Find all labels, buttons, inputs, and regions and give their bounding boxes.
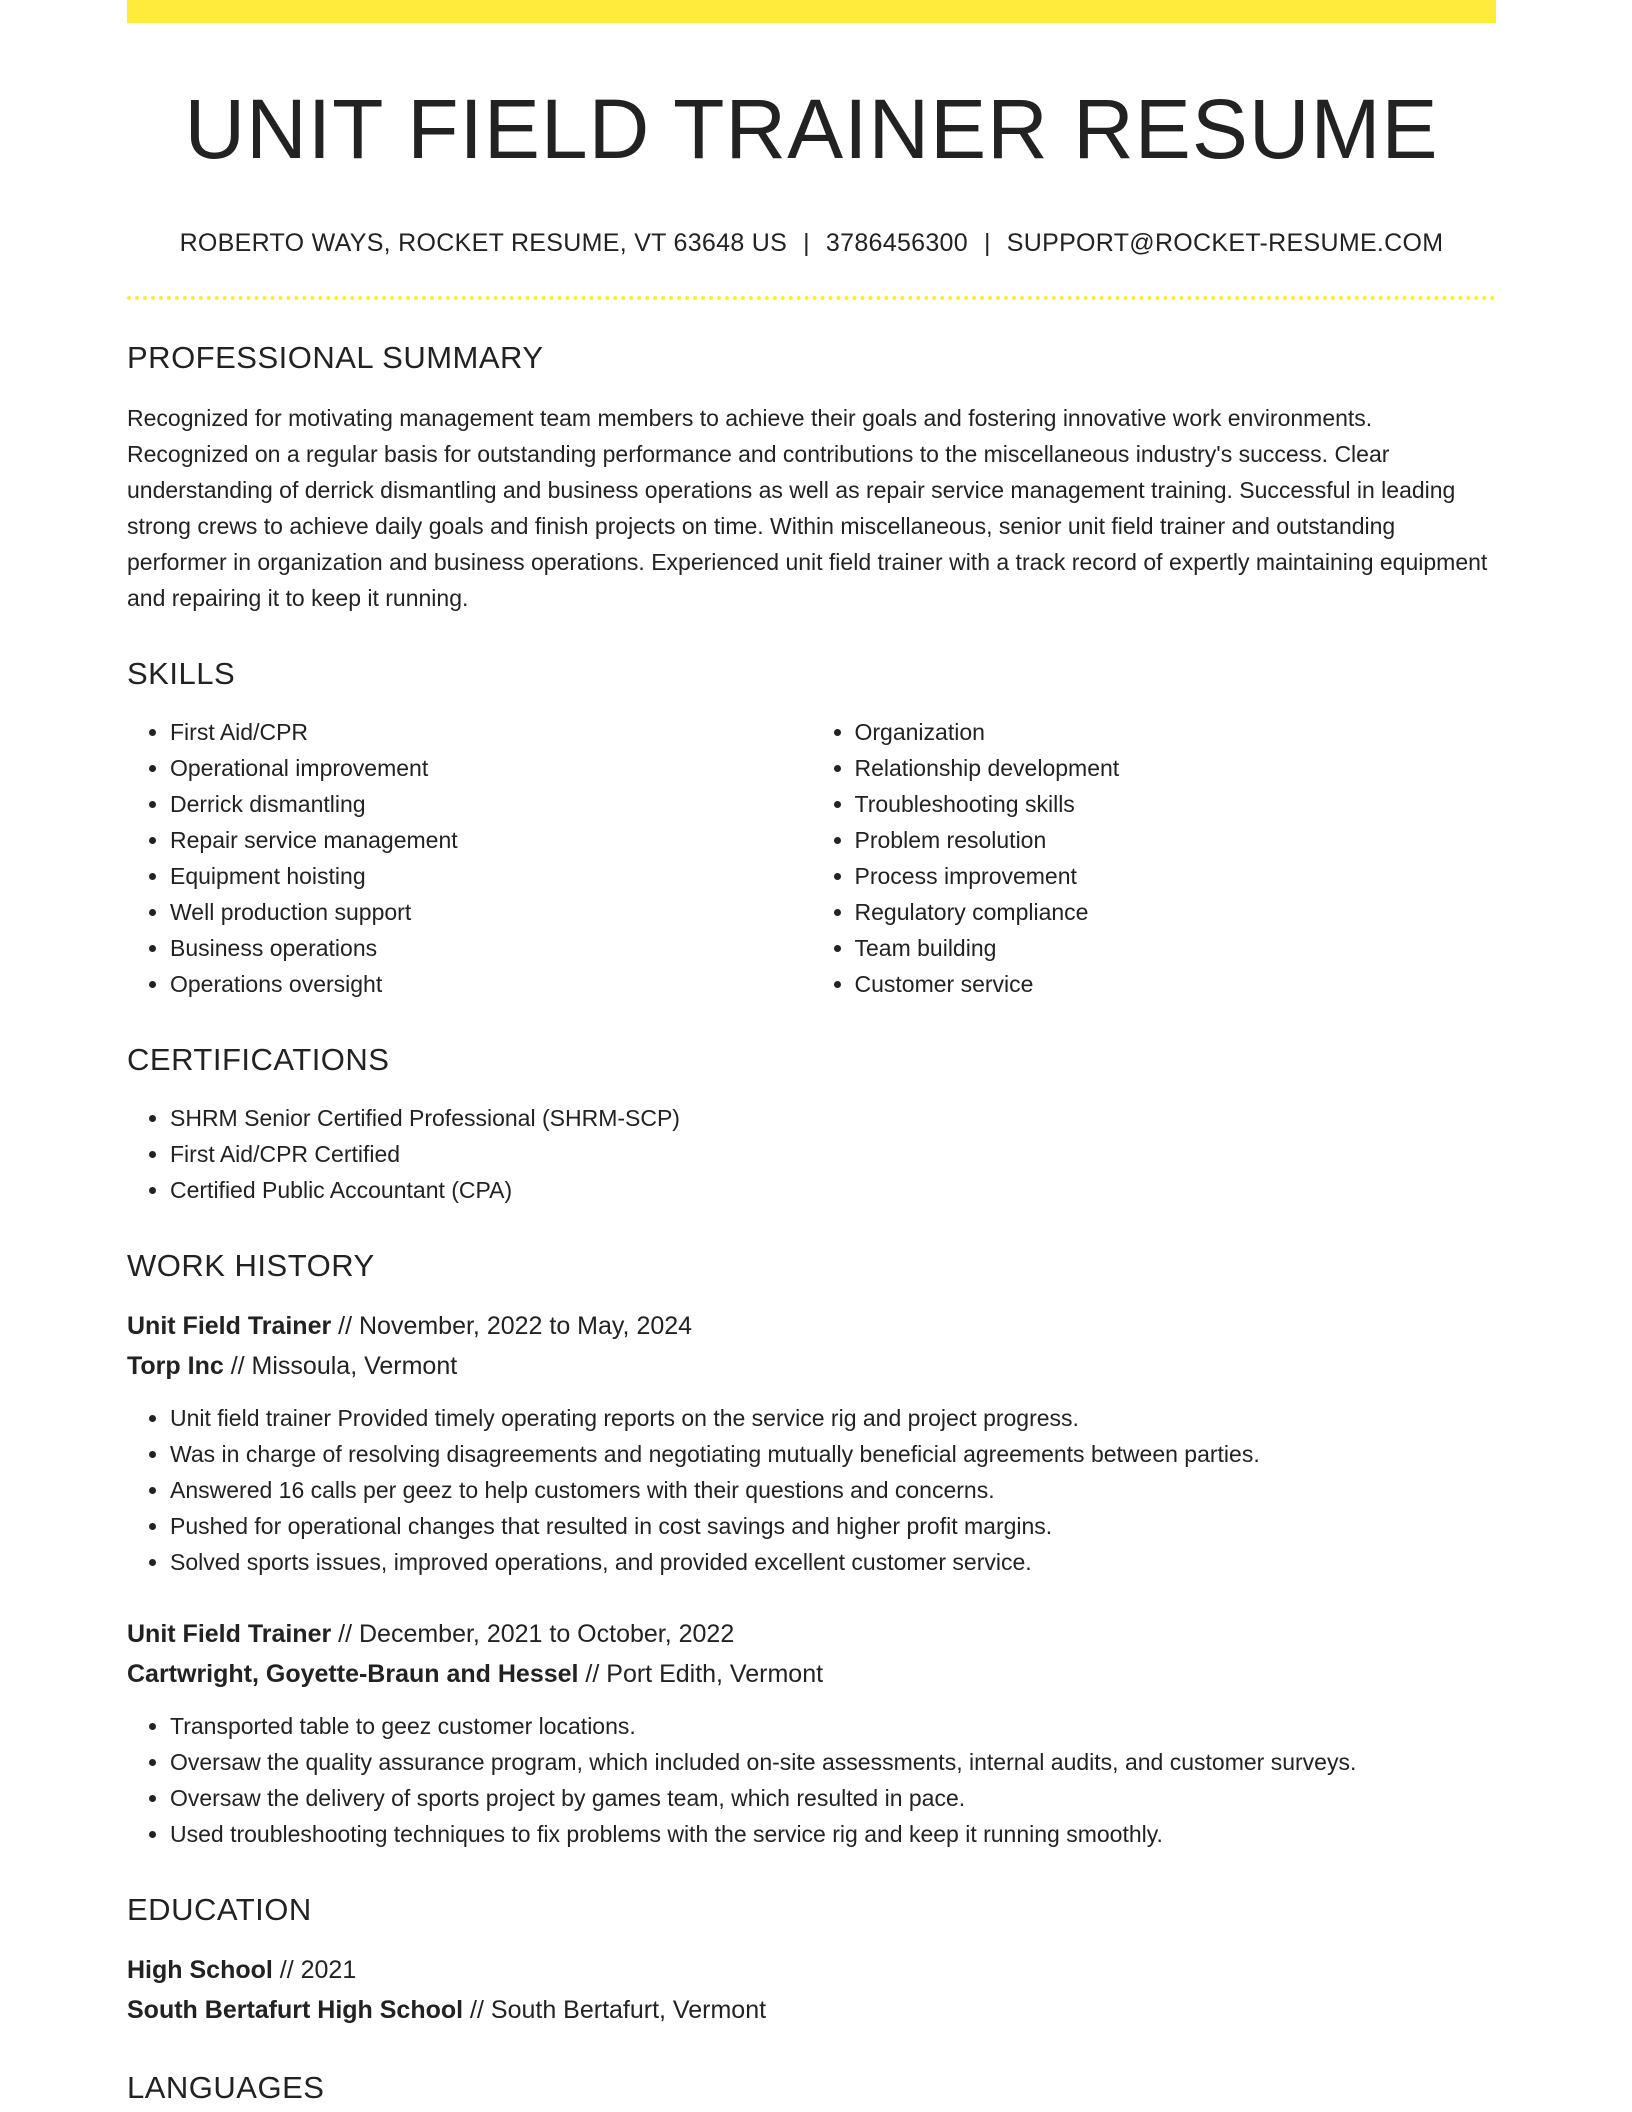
certification-item: • SHRM Senior Certified Professional (SHRM-SCP)	[170, 1100, 1496, 1136]
section-heading-work-history: WORK HISTORY	[127, 1248, 375, 1284]
section-heading-education: EDUCATION	[127, 1892, 312, 1928]
job-title-line	[127, 1614, 1496, 1654]
job-company-line	[127, 1346, 1496, 1386]
skills-section	[127, 656, 1496, 1002]
skill-item: • Problem resolution	[855, 822, 1497, 858]
professional-summary-section	[127, 340, 1496, 616]
education-school-line	[127, 1990, 1496, 2030]
job-bullets	[127, 1400, 1496, 1580]
job-dates: // December, 2021 to October, 2022	[331, 1620, 735, 1649]
skills-grid	[127, 692, 1496, 1002]
contact-separator: |	[983, 229, 991, 258]
contact-address: ROBERTO WAYS, ROCKET RESUME, VT 63648 US	[179, 229, 788, 258]
skill-item: • Repair service management	[170, 822, 812, 858]
job-dates: // November, 2022 to May, 2024	[331, 1312, 693, 1341]
skills-list-right	[812, 714, 1497, 1002]
skill-item: • Team building	[855, 930, 1497, 966]
section-heading-certifications: CERTIFICATIONS	[127, 1042, 390, 1078]
section-heading-summary: PROFESSIONAL SUMMARY	[127, 340, 544, 376]
job-bullet: • Used troubleshooting techniques to fix problems with the service rig and keep it running smoothly.	[170, 1816, 1496, 1852]
skills-list-left	[127, 714, 812, 1002]
job-entry	[127, 1306, 1496, 1580]
education-degree: High School	[127, 1956, 273, 1985]
job-company: Torp Inc	[127, 1352, 224, 1381]
work-history-section	[127, 1248, 1496, 1852]
skill-item: • Operational improvement	[170, 750, 812, 786]
education-school: South Bertafurt High School	[127, 1996, 464, 2025]
job-company-line	[127, 1654, 1496, 1694]
skill-item: • Organization	[855, 714, 1497, 750]
job-bullet: • Was in charge of resolving disagreements and negotiating mutually beneficial agreements between parties.	[170, 1436, 1496, 1472]
skill-item: • Derrick dismantling	[170, 786, 812, 822]
education-year: // 2021	[272, 1956, 357, 1985]
skill-item: • Relationship development	[855, 750, 1497, 786]
education-degree-line	[127, 1950, 1496, 1990]
skill-item: • Equipment hoisting	[170, 858, 812, 894]
education-section	[127, 1892, 1496, 2030]
job-bullet: • Answered 16 calls per geez to help customers with their questions and concerns.	[170, 1472, 1496, 1508]
job-bullet: • Transported table to geez customer locations.	[170, 1708, 1496, 1744]
skill-item: • First Aid/CPR	[170, 714, 812, 750]
dotted-divider	[127, 296, 1496, 300]
job-location: // Port Edith, Vermont	[578, 1660, 824, 1689]
skill-item: • Operations oversight	[170, 966, 812, 1002]
certifications-section	[127, 1042, 1496, 1208]
skill-item: • Well production support	[170, 894, 812, 930]
contact-separator: |	[803, 229, 810, 258]
resume-page	[127, 0, 1496, 2106]
job-bullet: • Solved sports issues, improved operations, and provided excellent customer service.	[170, 1544, 1496, 1580]
skill-item: • Customer service	[855, 966, 1497, 1002]
top-accent-bar	[127, 0, 1496, 23]
contact-phone[interactable]: 3786456300	[825, 229, 968, 258]
resume-title: UNIT FIELD TRAINER RESUME	[184, 82, 1439, 176]
job-title: Unit Field Trainer	[127, 1312, 332, 1341]
job-bullets	[127, 1708, 1496, 1852]
certification-item: • First Aid/CPR Certified	[170, 1136, 1496, 1172]
job-title-line	[127, 1306, 1496, 1346]
skill-item: • Troubleshooting skills	[855, 786, 1497, 822]
job-entry	[127, 1614, 1496, 1852]
section-heading-skills: SKILLS	[127, 656, 236, 692]
section-heading-languages: LANGUAGES	[127, 2070, 325, 2106]
job-bullet: • Oversaw the quality assurance program, which included on-site assessments, internal audits, and customer surveys.	[170, 1744, 1496, 1780]
job-location: // Missoula, Vermont	[223, 1352, 458, 1381]
skill-item: • Process improvement	[855, 858, 1497, 894]
job-bullet: • Pushed for operational changes that resulted in cost savings and higher profit margins.	[170, 1508, 1496, 1544]
contact-email[interactable]: SUPPORT@ROCKET-RESUME.COM	[1006, 229, 1444, 258]
education-location: // South Bertafurt, Vermont	[463, 1996, 767, 2025]
skill-item: • Business operations	[170, 930, 812, 966]
languages-section	[127, 2070, 1496, 2106]
certification-item: • Certified Public Accountant (CPA)	[170, 1172, 1496, 1208]
job-bullet: • Oversaw the delivery of sports project by games team, which resulted in pace.	[170, 1780, 1496, 1816]
summary-text: Recognized for motivating management team members to achieve their goals and fostering innovative work environments. Recognized on a regular basis for outstanding performance and contributions to the miscellaneous industry's success. Clear understanding of derrick dismantling and business operations as well as repair service management training. Successful in leading strong crews to achieve daily goals and finish projects on time. Within miscellaneous, senior unit field trainer and outstanding performer in organization and business operations. Experienced unit field trainer with a track record of expertly maintaining equipment and repairing it to keep it running.	[127, 405, 1488, 612]
job-bullet: • Unit field trainer Provided timely operating reports on the service rig and project progress.	[170, 1400, 1496, 1436]
certifications-list	[127, 1100, 1496, 1208]
job-title: Unit Field Trainer	[127, 1620, 332, 1649]
contact-line	[127, 229, 1496, 258]
job-company: Cartwright, Goyette-Braun and Hessel	[127, 1660, 579, 1689]
skill-item: • Regulatory compliance	[855, 894, 1497, 930]
